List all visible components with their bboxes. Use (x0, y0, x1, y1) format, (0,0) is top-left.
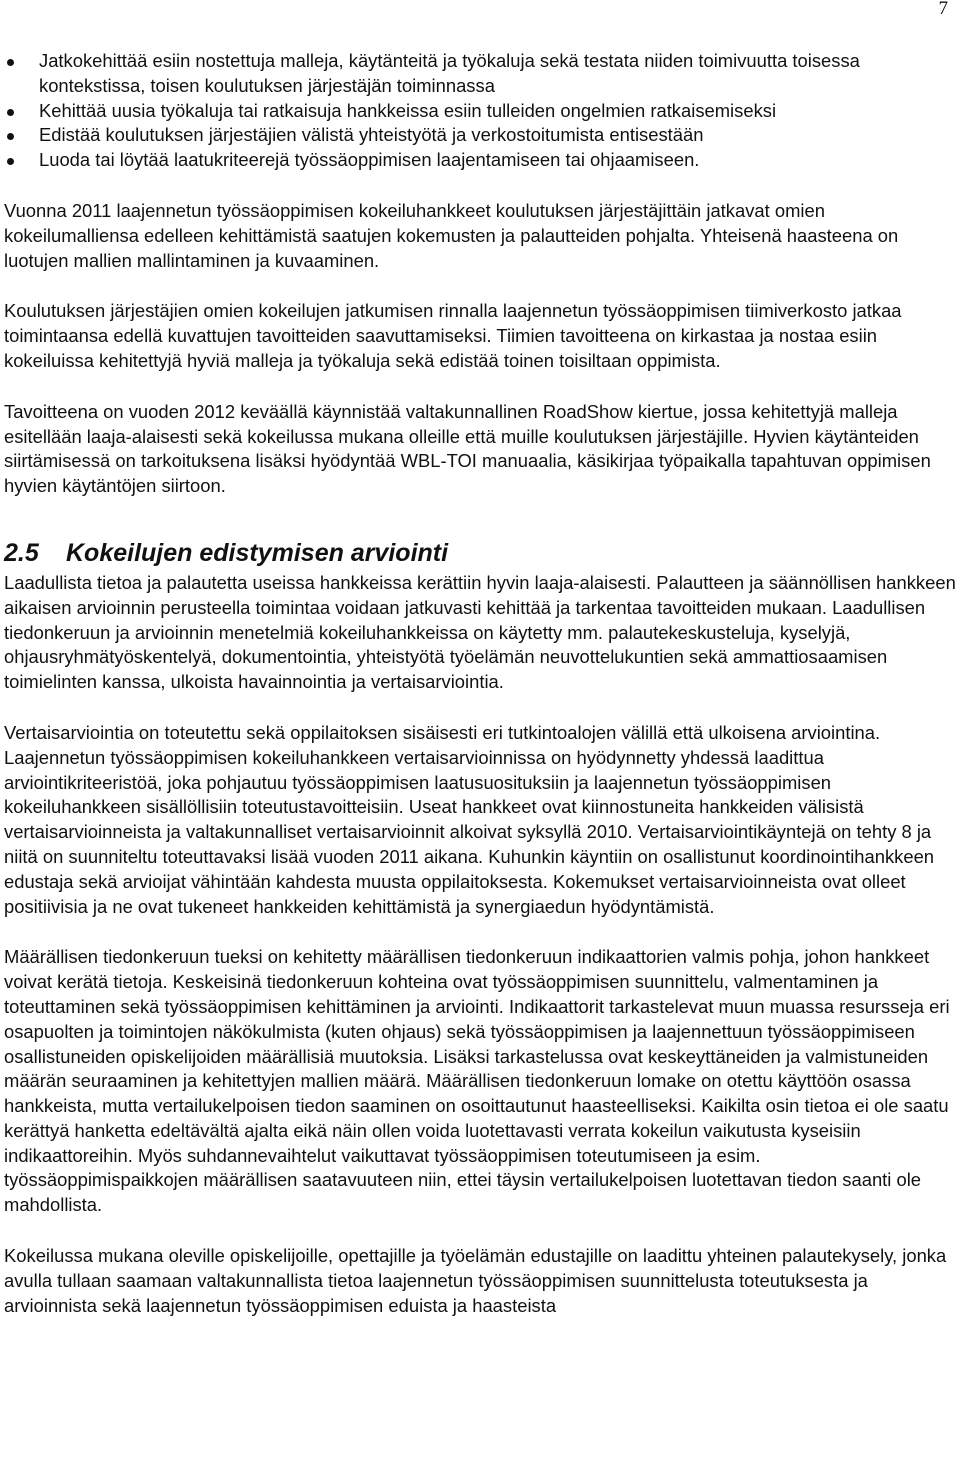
bullet-dot-icon (7, 158, 14, 165)
bullet-text: Jatkokehittää esiin nostettuja malleja, käytänteitä ja työkaluja sekä testata niiden toimivuutta toisessa kontekstissa, toisen koulutuksen järjestäjän toiminnassa (39, 50, 860, 96)
bullet-dot-icon (7, 109, 14, 116)
paragraph: Tavoitteena on vuoden 2012 keväällä käynnistää valtakunnallinen RoadShow kiertue, jossa kehitettyjä malleja esitellään laaja-alaisesti sekä kokeilussa mukana olleille että muille koulutuksen järjestäjille. Hyvien käytänteiden siirtämisessä on tarkoituksena lisäksi hyödyntää WBL-TOI manuaalia, käsikirjaa työpaikalla tapahtuvan oppimisen hyvien käytäntöjen siirtoon. (4, 400, 931, 497)
paragraph: Vertaisarviointia on toteutettu sekä oppilaitoksen sisäisesti eri tutkintoalojen välillä että ulkoisena arviointina. Laajennetun työssäoppimisen kokeiluhankkeen vertaisarvioinnissa on hyödynnetty yhdessä laadittua arviointikriteeristöä, joka pohjautuu työssäoppimisen laatusuosituksiin ja laajennetun työssäoppimisen kokeiluhankkeen sisällöllisiin toteutustavoitteisiin. Useat hankkeet ovat kiinnostuneita hankkeiden välisistä vertaisarvioinneista ja valtakunnalliset vertaisarvioinnit alkoivat syksyllä 2010. Vertaisarviointikäyntejä on tehty 8 ja niitä on suunniteltu toteuttavaksi lisää vuoden 2011 aikana. Kuhunkin käyntiin on osallistunut koordinointihankkeen edustaja sekä arvioijat vähintään kahdesta muusta oppilaitoksesta. Kokemukset vertaisarvioinneista ovat olleet positiivisia ja ne ovat tukeneet hankkeiden kehittämistä ja synergiaedun hyödyntämistä. (4, 721, 935, 917)
bullet-list (4, 49, 956, 173)
paragraph: Kokeilussa mukana oleville opiskelijoille, opettajille ja työelämän edustajille on laadittu yhteinen palautekysely, jonka avulla tullaan saamaan valtakunnallista tietoa laajennetun työssäoppimisen suunnittelusta toteutuksesta ja arvioinnista sekä laajennetun työssäoppimisen eduista ja haasteista (4, 1245, 947, 1316)
bullet-dot-icon (7, 133, 14, 140)
bullet-dot-icon (7, 59, 14, 66)
bullet-text: Edistää koulutuksen järjestäjien välistä yhteistyötä ja verkostoitumista entisestään (39, 124, 704, 146)
bullet-text: Luoda tai löytää laatukriteerejä työssäoppimisen laajentamiseen tai ohjaamiseen. (39, 149, 700, 171)
paragraph: Koulutuksen järjestäjien omien kokeilujen jatkumisen rinnalla laajennetun työssäoppimisen tiimiverkosto jatkaa toimintaansa edellä kuvattujen tavoitteiden saavuttamiseksi. Tiimien tavoitteena on kirkastaa ja nostaa esiin kokeiluissa kehitettyjä hyviä malleja ja työkaluja sekä edistää toinen toisiltaan oppimista. (4, 300, 902, 371)
bullet-item (4, 99, 956, 124)
section-heading (4, 537, 956, 569)
document-body (4, 49, 956, 1318)
bullet-item (4, 49, 956, 99)
bullet-item (4, 123, 956, 148)
section-number: 2.5 (4, 538, 39, 567)
paragraph: Vuonna 2011 laajennetun työssäoppimisen kokeiluhankkeet koulutuksen järjestäjittäin jatkavat omien kokeilumalliensa edelleen kehittämistä saatujen kokemusten ja palautteiden pohjalta. Yhteisenä haasteena on luotujen mallien mallintaminen ja kuvaaminen. (4, 199, 899, 271)
page-number: 7 (938, 0, 948, 19)
bullet-item (4, 148, 956, 173)
paragraph: Laadullista tietoa ja palautetta useissa hankkeissa kerättiin hyvin laaja-alaisesti. Palautteen ja säännöllisen hankkeen aikaisen arvioinnin perusteella toimintaa voidaan jatkuvasti kehittää ja tarkentaa tavoitteiden mukaan. Laadullisen tiedonkeruun ja arvioinnin menetelmiä kokeiluhankkeissa on käytetty mm. palautekeskusteluja, kyselyjä, ohjausryhmätyöskentelyä, dokumentointia, yhteistyötä työelämän neuvottelukuntien sekä ammattiosaamisen toimielinten kanssa, ulkoista havainnointia ja vertaisarviointia. (4, 571, 956, 693)
paragraph: Määrällisen tiedonkeruun tueksi on kehitetty määrällisen tiedonkeruun indikaattorien valmis pohja, johon hankkeet voivat kerätä tietoja. Keskeisinä tiedonkeruun kohteina ovat työssäoppimisen suunnittelu, valmentaminen ja toteuttaminen sekä työssäoppimisen kehittäminen ja arviointi. Indikaattorit tarkastelevat muun muassa resursseja eri osapuolten ja toimintojen näkökulmista (kuten ohjaus) sekä työssäoppimisen ja laajennettuun työssäoppimiseen osallistuneiden opiskelijoiden määrällisiä muutoksia. Lisäksi tarkastelussa ovat keskeyttäneiden ja valmistuneiden määrän seuraaminen ja kehitettyjen mallien määrä. Määrällisen tiedonkeruun lomake on otettu käyttöön osassa hankkeista, mutta vertailukelpoisen tiedon saaminen on osoittautunut haasteelliseksi. Kaikilta osin tietoa ei ole saatu kerättyä hanketta edeltävältä ajalta eikä näin ollen voida luotettavasti verrata kokeilun vaikutusta kyseisiin indikaattoreihin. Myös suhdannevaihtelut vaikuttavat työssäoppimisen toteutumiseen ja esim. työssäoppimispaikkojen määrällisen saatavuuteen niin, ettei täysin vertailukelpoisen luotettavan tiedon saanti ole mahdollista. (4, 946, 950, 1216)
bullet-text: Kehittää uusia työkaluja tai ratkaisuja hankkeissa esiin tulleiden ongelmien ratkaisemiseksi (39, 99, 777, 121)
section-title: Kokeilujen edistymisen arviointi (66, 538, 449, 567)
